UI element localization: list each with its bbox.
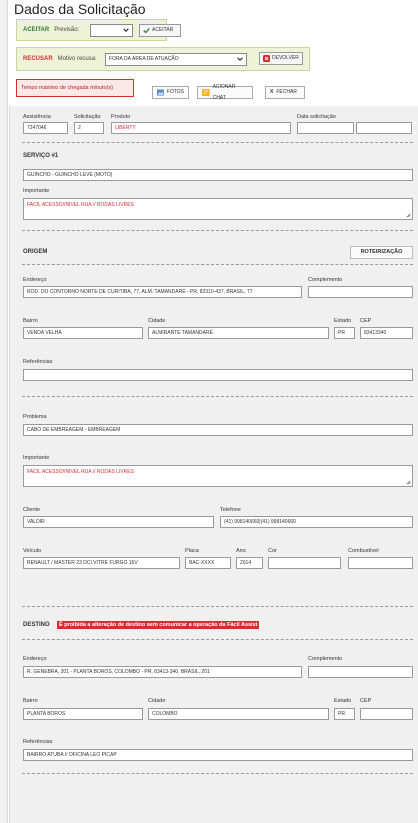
destino-cep-field[interactable] bbox=[360, 708, 413, 720]
assistencia-field[interactable]: 7247046 bbox=[23, 122, 68, 134]
resize-handle-icon[interactable] bbox=[406, 480, 411, 485]
divider bbox=[22, 142, 413, 143]
servico-importante-text: FACIL ACESSO//NIVEL RUA // RODAS LIVRES bbox=[27, 202, 134, 208]
destino-cidade-label: Cidade bbox=[148, 698, 166, 704]
photos-button[interactable] bbox=[152, 86, 189, 99]
combustivel-field[interactable] bbox=[348, 557, 413, 569]
close-icon: X bbox=[270, 89, 274, 95]
divider bbox=[22, 396, 413, 397]
destino-referencias-label: Referências bbox=[23, 739, 53, 745]
produto-field[interactable]: LIBERTY bbox=[111, 122, 291, 134]
origem-title: ORIGEM bbox=[23, 249, 48, 255]
problema-field[interactable]: CABO DE EMBREAGEM - EMBREAGEM bbox=[23, 424, 413, 436]
servico-title: SERVIÇO #1 bbox=[23, 153, 59, 159]
forecast-label: Previsão: bbox=[54, 27, 80, 33]
origem-estado-field[interactable]: PR bbox=[334, 327, 355, 339]
problema-importante-text: FACIL ACESSO//NIVEL RUA // RODAS LIVRES bbox=[27, 469, 134, 475]
assistencia-label: Assistência bbox=[23, 114, 51, 120]
accept-button-label: ACEITAR bbox=[152, 27, 174, 33]
produto-label: Produto bbox=[111, 114, 131, 120]
servico-importante-textarea[interactable] bbox=[23, 198, 413, 220]
destino-endereco-field[interactable]: R. GENEBRA, 201 - PLANTA BOROS, COLOMBO - PR, 83413-340, BRASIL, 201 bbox=[23, 666, 302, 678]
problema-importante-label: Importante bbox=[23, 455, 50, 461]
destino-warning: É proibida a alteração de destino sem comunicar a operação da Fácil Assist bbox=[59, 622, 258, 628]
data-solicitacao-time-field[interactable] bbox=[356, 122, 412, 134]
ano-label: Ano bbox=[236, 548, 246, 554]
origem-bairro-label: Bairro bbox=[23, 318, 38, 324]
refuse-reason-value: FORA DA ÁREA DE ATUAÇÃO bbox=[109, 56, 179, 62]
origem-estado-label: Estado bbox=[334, 318, 352, 324]
telefone-field[interactable]: (41) 998140660|(41) 998140660 bbox=[220, 516, 413, 528]
servico-importante-label: Importante bbox=[23, 188, 50, 194]
problema-label: Problema bbox=[23, 414, 47, 420]
arrival-time-warning: Tempo máximo de chegada minuto(s) bbox=[16, 79, 134, 97]
page-title: Dados da Solicitação bbox=[14, 1, 146, 17]
placa-label: Placa bbox=[185, 548, 199, 554]
chevron-down-icon bbox=[123, 27, 129, 33]
data-solicitacao-label: Data solicitação bbox=[297, 114, 336, 120]
origem-cep-field[interactable]: 83413340 bbox=[360, 327, 413, 339]
destino-cidade-field[interactable]: COLOMBO bbox=[148, 708, 329, 720]
destino-estado-field[interactable]: PR bbox=[334, 708, 355, 720]
origem-referencias-field[interactable] bbox=[23, 369, 413, 381]
destino-complemento-label: Complemento bbox=[308, 656, 343, 662]
cor-field[interactable] bbox=[268, 557, 341, 569]
data-solicitacao-date-field[interactable] bbox=[297, 122, 354, 134]
image-icon bbox=[157, 89, 164, 96]
origem-complemento-label: Complemento bbox=[308, 277, 343, 283]
photos-label: FOTOS bbox=[166, 89, 184, 95]
origem-referencias-label: Referências bbox=[23, 359, 53, 365]
resize-handle-icon[interactable] bbox=[406, 213, 411, 218]
destino-bairro-label: Bairro bbox=[23, 698, 38, 704]
chat-icon bbox=[202, 89, 210, 96]
origem-complemento-field[interactable] bbox=[308, 286, 413, 298]
refuse-reason-select[interactable] bbox=[105, 53, 247, 66]
veiculo-label: Veículo bbox=[23, 548, 42, 554]
accept-label: ACEITAR bbox=[23, 27, 50, 33]
left-rail bbox=[0, 0, 8, 823]
return-button-label: DEVOLVER bbox=[272, 55, 299, 61]
refuse-reason-label: Motivo recusa: bbox=[57, 56, 97, 62]
origem-cidade-field[interactable]: ALMIRANTE TAMANDARÉ bbox=[148, 327, 329, 339]
destino-cep-label: CEP bbox=[360, 698, 372, 704]
close-icon bbox=[263, 55, 270, 62]
return-button[interactable] bbox=[259, 52, 303, 65]
servico-tipo-field[interactable]: GUINCHO - GUINCHO LEVE (MOTO) bbox=[23, 169, 413, 181]
origem-endereco-field[interactable]: ROD. DO CONTORNO NORTE DE CURITIBA, 77, ALM. TAMANDARÉ - PR, 82310-437, BRASIL, 77 bbox=[23, 286, 302, 298]
origem-cep-label: CEP bbox=[360, 318, 372, 324]
divider bbox=[22, 773, 413, 774]
forecast-select[interactable] bbox=[90, 24, 133, 37]
divider bbox=[22, 606, 413, 607]
telefone-label: Telefone bbox=[220, 507, 241, 513]
divider bbox=[22, 230, 413, 231]
destino-bairro-field[interactable]: PLANTA BOROS bbox=[23, 708, 143, 720]
chevron-down-icon bbox=[237, 56, 243, 62]
destino-complemento-field[interactable] bbox=[308, 666, 413, 678]
check-icon bbox=[143, 27, 150, 34]
solicitacao-field[interactable]: 2 bbox=[74, 122, 104, 134]
solicitacao-label: Solicitação bbox=[74, 114, 101, 120]
destino-estado-label: Estado bbox=[334, 698, 352, 704]
close-label: FECHAR bbox=[276, 89, 297, 95]
cor-label: Cor bbox=[268, 548, 277, 554]
route-button[interactable]: ROTEIRIZAÇÃO bbox=[350, 246, 413, 259]
divider bbox=[22, 264, 413, 265]
cliente-label: Cliente bbox=[23, 507, 41, 513]
problema-importante-textarea[interactable] bbox=[23, 465, 413, 487]
origem-endereco-label: Endereço bbox=[23, 277, 47, 283]
combustivel-label: Combustível bbox=[348, 548, 379, 554]
placa-field[interactable]: BAC-XXXX bbox=[185, 557, 231, 569]
origem-bairro-field[interactable]: VENDA VELHA bbox=[23, 327, 143, 339]
close-button[interactable] bbox=[265, 86, 305, 99]
origem-cidade-label: Cidade bbox=[148, 318, 166, 324]
chat-label: ACIONAR CHAT bbox=[212, 83, 236, 101]
destino-referencias-field[interactable]: BAIRRO ATUBA // OFICINA LEO PICAP bbox=[23, 749, 413, 761]
refuse-label: RECUSAR bbox=[23, 56, 53, 62]
ano-field[interactable]: 2014 bbox=[236, 557, 263, 569]
destino-title: DESTINO bbox=[23, 622, 50, 628]
destino-endereco-label: Endereço bbox=[23, 656, 47, 662]
cliente-field[interactable]: VALDIR bbox=[23, 516, 214, 528]
divider bbox=[22, 639, 413, 640]
chat-button[interactable] bbox=[197, 83, 253, 101]
accept-button[interactable] bbox=[139, 24, 181, 37]
veiculo-field[interactable]: RENAULT / MASTER 23 DCI VITRE FURGO 16V bbox=[23, 557, 180, 569]
